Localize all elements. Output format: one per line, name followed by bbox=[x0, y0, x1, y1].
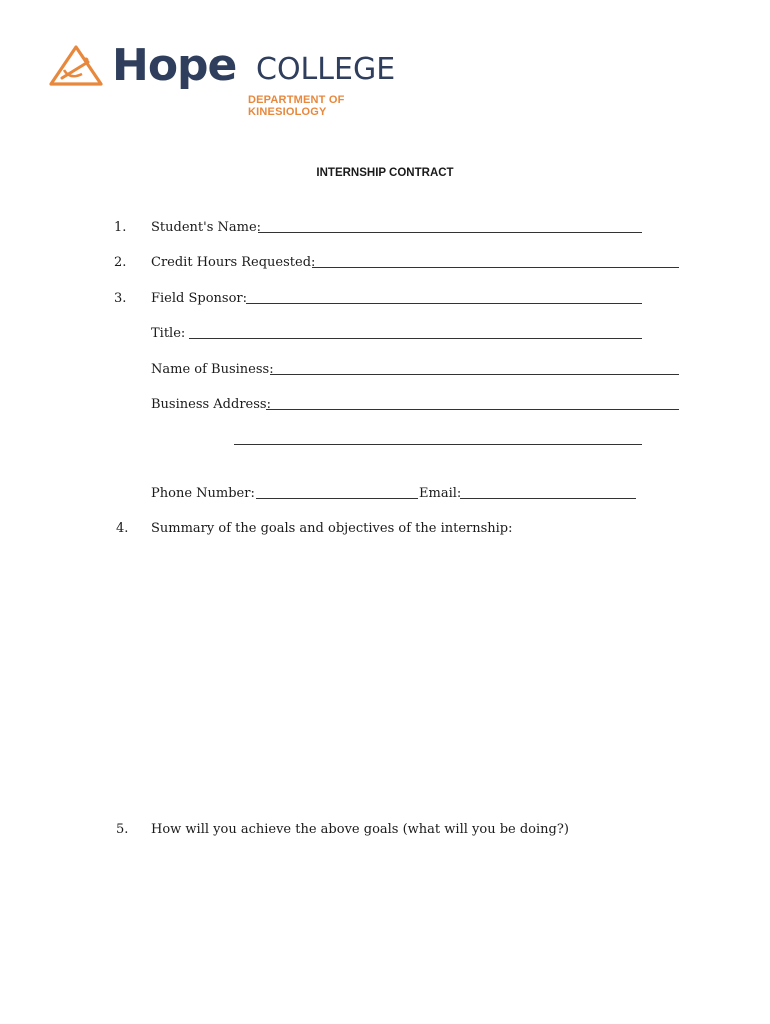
anchor-triangle-icon bbox=[48, 44, 104, 88]
item-number: 2. bbox=[114, 255, 127, 270]
business-name-label: Name of Business: bbox=[151, 362, 274, 377]
department-name: DEPARTMENT OF KINESIOLOGY bbox=[248, 94, 345, 118]
email-field[interactable] bbox=[460, 498, 636, 499]
credit-hours-field[interactable] bbox=[312, 267, 679, 268]
business-name-field[interactable] bbox=[270, 374, 679, 375]
business-address-field[interactable] bbox=[266, 409, 679, 410]
logo-college-text: COLLEGE bbox=[256, 52, 396, 87]
item-number: 4. bbox=[116, 521, 129, 536]
email-label: Email: bbox=[419, 486, 462, 501]
item-number: 1. bbox=[114, 220, 127, 235]
student-name-label: Student's Name: bbox=[151, 220, 262, 235]
business-address-field-line2[interactable] bbox=[234, 444, 642, 445]
phone-label: Phone Number: bbox=[151, 486, 255, 501]
achieve-goals-label: How will you achieve the above goals (what will you be doing?) bbox=[151, 822, 569, 837]
business-address-label: Business Address: bbox=[151, 397, 271, 412]
goals-summary-label: Summary of the goals and objectives of the internship: bbox=[151, 521, 513, 536]
logo-hope-text: Hope bbox=[112, 40, 237, 91]
sponsor-title-field[interactable] bbox=[189, 338, 642, 339]
page-title: INTERNSHIP CONTRACT bbox=[316, 167, 454, 179]
field-sponsor-label: Field Sponsor: bbox=[151, 291, 248, 306]
hope-college-logo bbox=[48, 40, 418, 118]
credit-hours-label: Credit Hours Requested: bbox=[151, 255, 316, 270]
student-name-field[interactable] bbox=[258, 232, 642, 233]
field-sponsor-field[interactable] bbox=[246, 303, 642, 304]
item-number: 3. bbox=[114, 291, 127, 306]
sponsor-title-label: Title: bbox=[151, 326, 186, 341]
phone-field[interactable] bbox=[256, 498, 418, 499]
item-number: 5. bbox=[116, 822, 129, 837]
